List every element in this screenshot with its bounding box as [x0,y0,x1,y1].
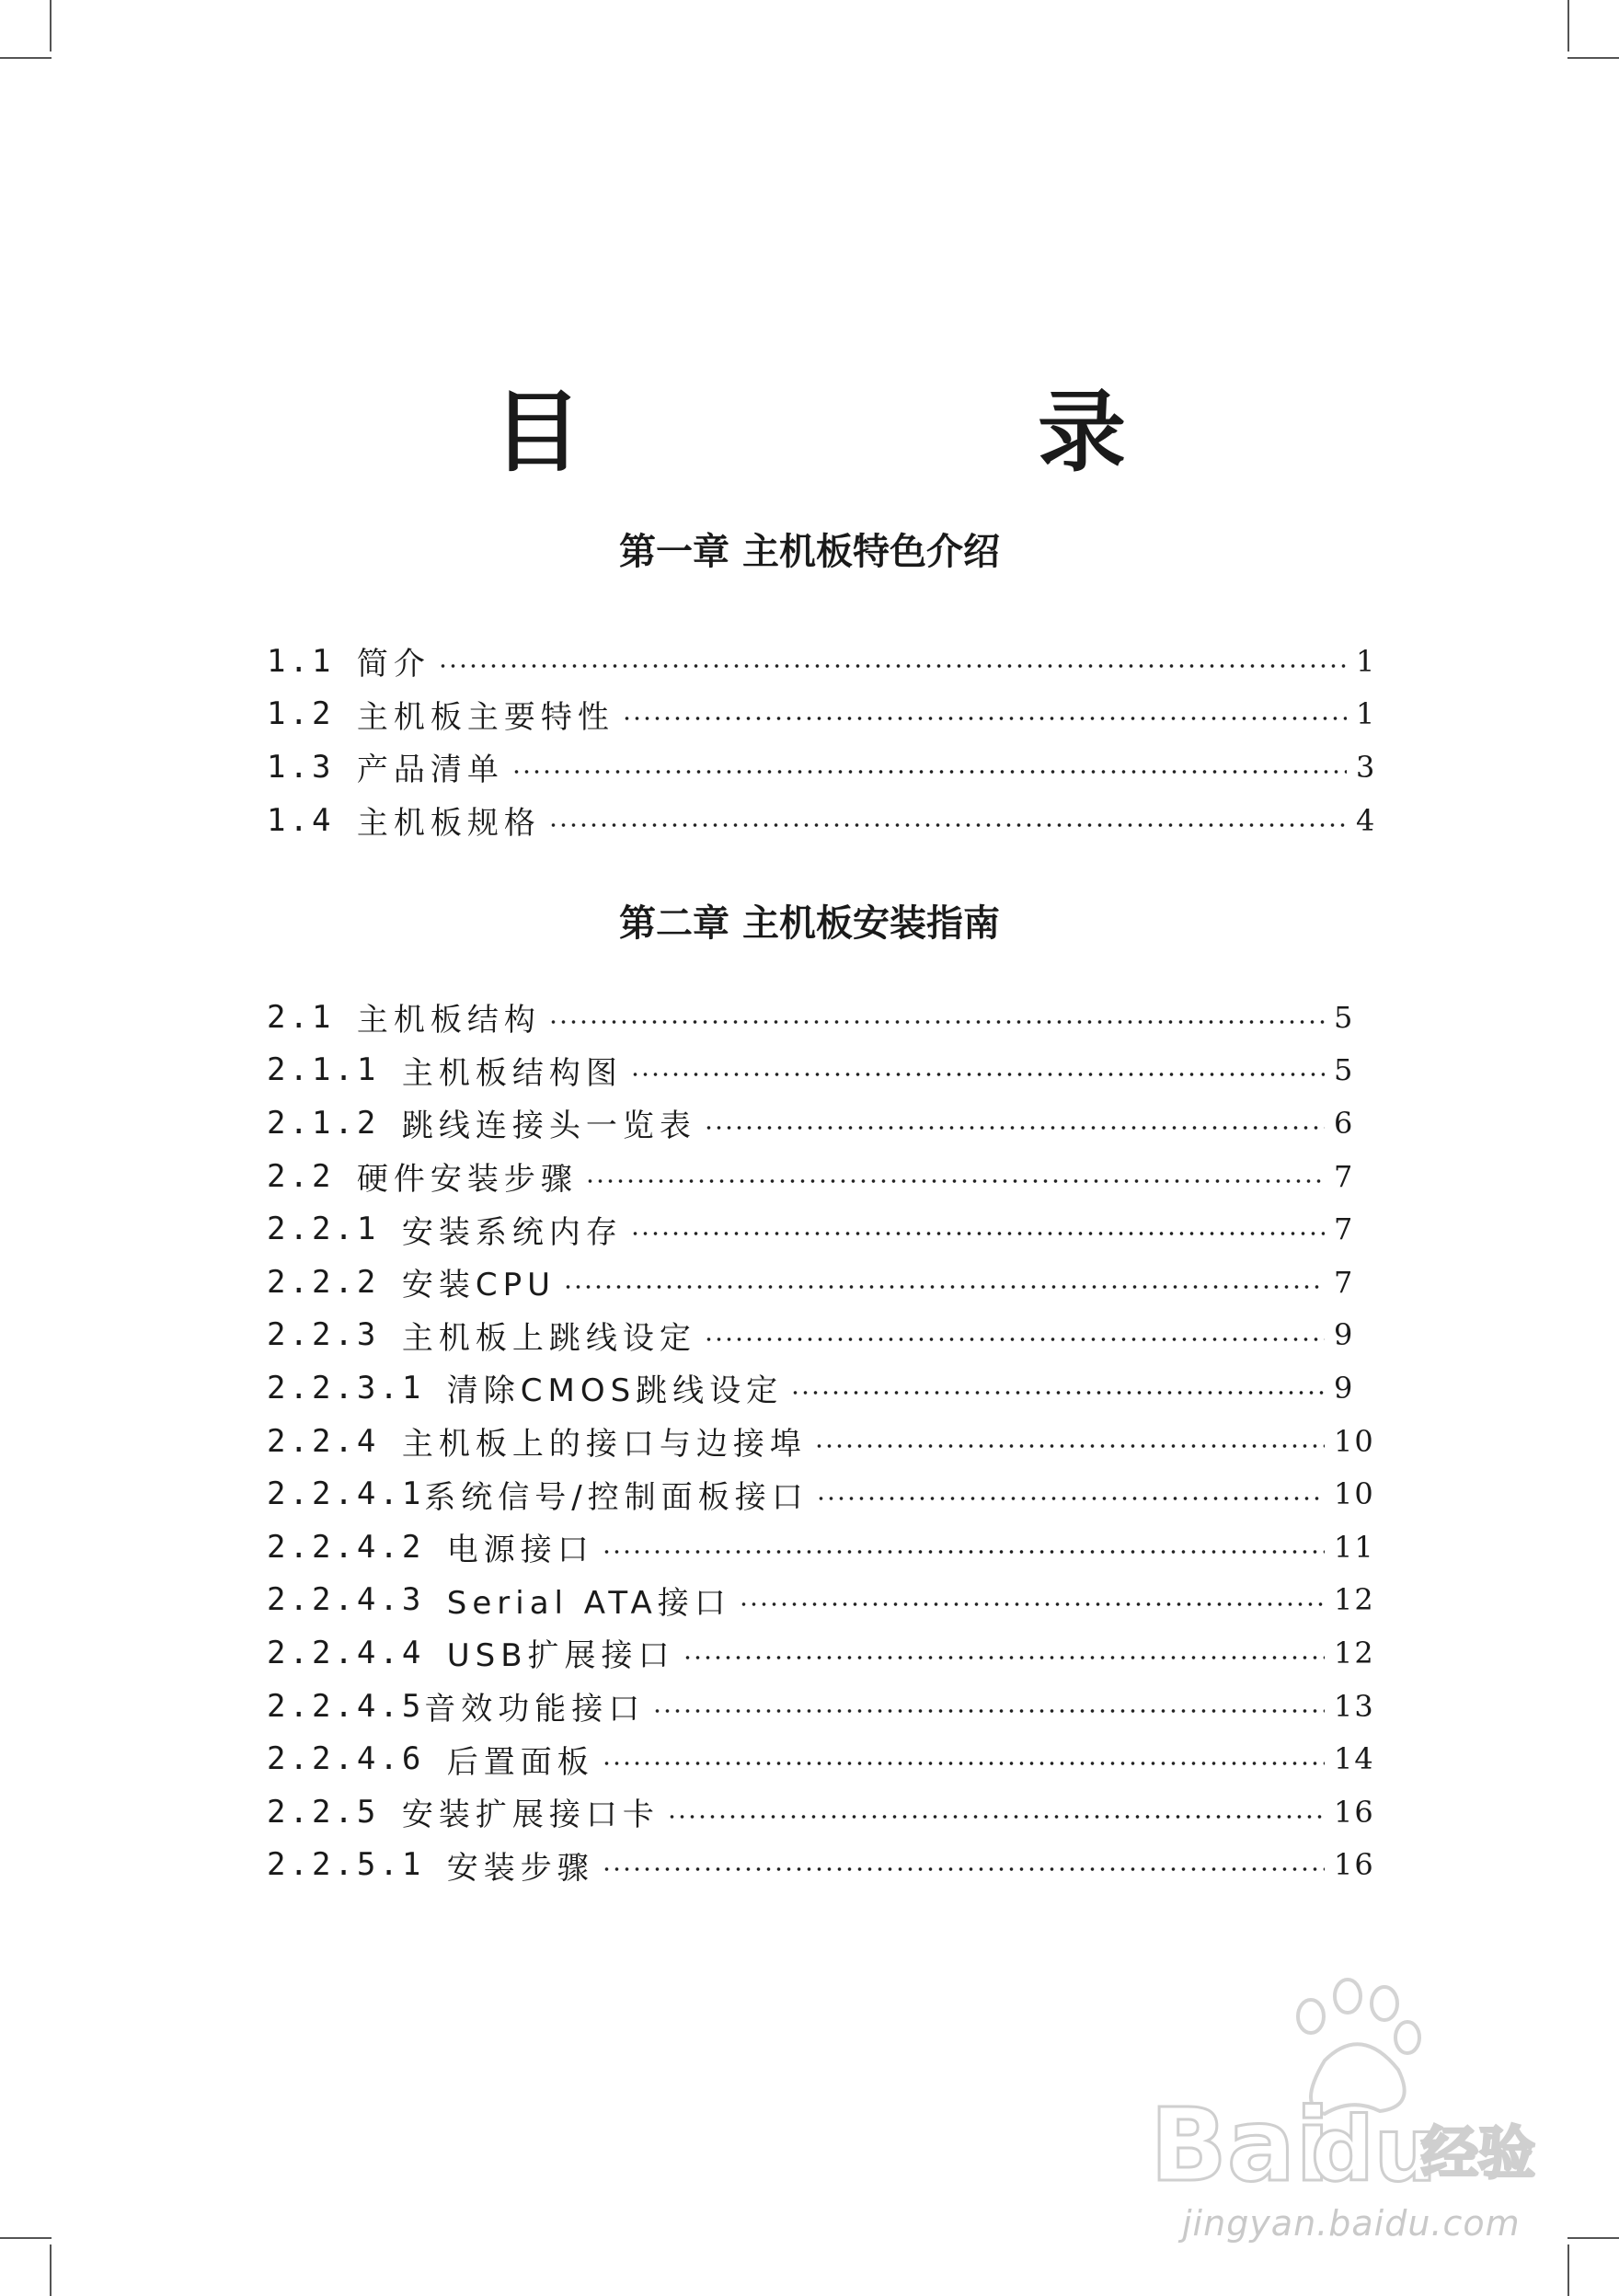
toc-section-number: 2.2.4.5 [267,1687,425,1725]
toc-section-number: 1.4 [267,801,357,839]
toc-entry [267,1256,1389,1309]
chapter-1-toc [267,635,1389,846]
toc-section-number: 1.2 [267,695,357,733]
toc-page-number: 4 [1356,802,1377,838]
toc-section-number: 2.2.4.2 [267,1528,447,1566]
page-title: 目 录 [493,381,1310,484]
toc-page-number: 5 [1334,999,1355,1035]
toc-dot-leader [816,1497,1325,1500]
toc-dot-leader [602,1762,1325,1765]
toc-entry [267,1839,1389,1892]
baidu-watermark-logo [1141,1959,1545,2226]
toc-section-title: 主机板上的接口与边接埠 [401,1426,807,1464]
toc-page-number: 7 [1334,1264,1355,1300]
toc-page-number: 10 [1334,1476,1375,1512]
crop-mark [50,0,52,52]
crop-mark [0,57,52,59]
toc-entry [267,740,1389,794]
toc-section-title: 主机板结构图 [401,1054,623,1092]
toc-dot-leader [790,1391,1325,1395]
chapter-2-heading: 第二章 主机板安装指南 [619,901,1000,945]
toc-dot-leader [602,1867,1325,1871]
toc-section-number: 2.2.5.1 [267,1846,447,1884]
toc-section-number: 2.1.2 [267,1104,402,1142]
toc-section-title: 系统信号/控制面板接口 [424,1478,809,1516]
toc-section-title: 主机板结构 [356,1002,541,1039]
toc-page-number: 7 [1334,1211,1355,1247]
toc-section-number: 2.2 [267,1157,357,1195]
toc-section-title: 清除CMOS跳线设定 [446,1372,784,1410]
toc-section-title: 简介 [356,646,431,683]
toc-section-number: 2.2.3.1 [267,1369,447,1406]
toc-section-title: 产品清单 [356,752,504,789]
toc-entry [267,1202,1389,1256]
toc-section-number: 1.1 [267,642,357,680]
toc-page-number: 16 [1334,1794,1375,1830]
toc-section-number: 2.2.4.1 [267,1475,425,1513]
crop-mark [1567,2237,1619,2239]
crop-mark [50,2244,52,2296]
toc-section-number: 2.1 [267,998,357,1036]
toc-page-number: 12 [1334,1635,1375,1670]
watermark-url: jingyan.baidu.com [1182,2203,1521,2244]
toc-entry [267,794,1389,847]
toc-section-number: 2.2.3 [267,1316,402,1354]
toc-entry [267,1309,1389,1362]
toc-page-number: 13 [1334,1688,1375,1724]
toc-dot-leader [622,717,1347,720]
toc-section-number: 2.2.2 [267,1263,402,1301]
toc-section-title: 安装CPU [401,1267,556,1304]
toc-section-title: 安装系统内存 [401,1213,623,1251]
toc-page-number: 5 [1334,1052,1355,1088]
toc-section-number: 2.2.5 [267,1793,402,1831]
toc-section-title: 电源接口 [446,1532,594,1569]
toc-section-number: 2.2.4.6 [267,1740,447,1778]
chapter-1-heading: 第一章 主机板特色介绍 [619,530,1000,573]
toc-page-number: 12 [1334,1582,1375,1618]
toc-dot-leader [563,1285,1325,1289]
toc-dot-leader [438,664,1347,668]
toc-dot-leader [683,1656,1325,1659]
toc-section-number: 1.3 [267,748,357,786]
toc-section-number: 2.2.1 [267,1211,402,1248]
toc-entry [267,1361,1389,1415]
toc-section-title: 主机板规格 [356,805,541,843]
toc-entry [267,635,1389,688]
crop-mark [1567,0,1569,52]
toc-page-number: 6 [1334,1105,1355,1141]
toc-section-title: Serial ATA接口 [446,1584,731,1622]
toc-dot-leader [652,1709,1325,1713]
toc-section-title: 后置面板 [446,1743,594,1781]
toc-dot-leader [602,1550,1325,1554]
toc-dot-leader [667,1815,1325,1819]
toc-page-number: 1 [1356,643,1377,679]
toc-page-number: 9 [1334,1370,1355,1406]
toc-page-number: 7 [1334,1158,1355,1194]
toc-section-title: 安装扩展接口卡 [401,1797,660,1834]
toc-section-number: 2.1.1 [267,1051,402,1089]
toc-dot-leader [585,1179,1325,1183]
toc-entry [267,1096,1389,1150]
toc-dot-leader [739,1602,1325,1606]
toc-section-title: 安装步骤 [446,1849,594,1887]
toc-dot-leader [548,823,1347,827]
toc-dot-leader [704,1126,1325,1130]
crop-mark [0,2237,52,2239]
toc-entry [267,1150,1389,1203]
crop-mark [1567,57,1619,59]
toc-entry [267,1521,1389,1574]
toc-entry [267,1626,1389,1680]
toc-entry [267,1680,1389,1733]
toc-dot-leader [704,1337,1325,1341]
toc-section-number: 2.2.4.3 [267,1581,447,1619]
toc-section-number: 2.2.4.4 [267,1634,447,1671]
svg-text:Bai: Bai [1150,2086,1330,2204]
toc-dot-leader [630,1073,1325,1076]
toc-page-number: 3 [1356,749,1377,785]
crop-mark [1567,2244,1569,2296]
toc-entry [267,688,1389,741]
toc-entry [267,1415,1389,1468]
toc-dot-leader [511,770,1347,774]
svg-text:du: du [1311,2098,1438,2201]
toc-entry [267,1467,1389,1521]
toc-page-number: 10 [1334,1423,1375,1459]
toc-dot-leader [630,1232,1325,1235]
toc-section-title: 主机板上跳线设定 [401,1319,696,1357]
toc-section-title: USB扩展接口 [446,1637,675,1675]
toc-page-number: 16 [1334,1847,1375,1883]
chapter-2-toc [267,991,1389,1891]
toc-entry [267,991,1389,1044]
svg-text:经验: 经验 [1421,2119,1536,2187]
toc-page-number: 9 [1334,1317,1355,1353]
toc-entry [267,1044,1389,1097]
toc-page-number: 1 [1356,696,1377,732]
toc-section-title: 跳线连接头一览表 [401,1108,696,1145]
toc-page-number: 11 [1334,1529,1375,1565]
toc-dot-leader [548,1020,1325,1024]
toc-section-title: 音效功能接口 [424,1691,646,1728]
toc-entry [267,1785,1389,1839]
toc-section-title: 硬件安装步骤 [356,1161,578,1199]
toc-section-title: 主机板主要特性 [356,698,614,736]
toc-dot-leader [814,1444,1325,1448]
toc-page-number: 14 [1334,1741,1375,1777]
toc-entry [267,1732,1389,1785]
toc-section-number: 2.2.4 [267,1422,402,1460]
toc-entry [267,1574,1389,1627]
